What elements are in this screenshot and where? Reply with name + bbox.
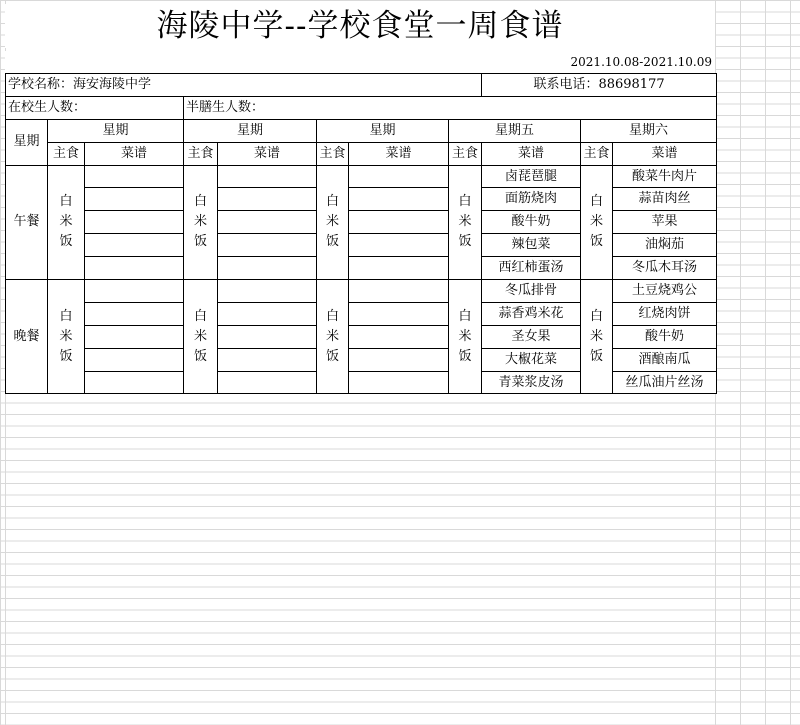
recipe-cell[interactable]: 酸牛奶 [613,325,717,348]
staple-cell[interactable] [317,280,349,394]
staple-char: 白 [325,308,339,324]
staple-char: 米 [59,214,73,230]
day-header[interactable]: 星期 [184,119,317,142]
page-title: 海陵中学--学校食堂一周食谱 [5,4,715,48]
student-count-row [6,96,717,119]
recipe-cell[interactable]: 冬瓜木耳汤 [613,257,717,280]
recipe-cell[interactable]: 青菜浆皮汤 [482,371,581,394]
half-board-cell[interactable]: 半膳生人数： [184,96,717,119]
staple-char: 饭 [590,234,604,250]
recipe-cell[interactable]: 面筋烧肉 [482,188,581,211]
recipe-cell[interactable]: 西红柿蛋汤 [482,257,581,280]
recipe-cell[interactable]: 酒酿南瓜 [613,348,717,371]
staple-header[interactable]: 主食 [317,142,349,165]
staple-char: 白 [59,308,73,324]
staple-char: 米 [193,214,207,230]
date-range-text: 2021.10.08-2021.10.09 [570,55,712,69]
recipe-cell[interactable] [218,371,317,394]
menu-table [5,73,717,394]
phone-text: 联系电话：88698177 [533,76,665,92]
weekday-header[interactable]: 星期 [6,119,48,165]
staple-char: 白 [458,308,472,324]
staple-char: 饭 [193,234,207,250]
recipe-cell[interactable]: 蒜香鸡米花 [482,302,581,325]
recipe-cell[interactable] [349,325,449,348]
staple-header[interactable]: 主食 [184,142,218,165]
recipe-header[interactable]: 菜谱 [613,142,717,165]
staple-char: 米 [458,214,472,230]
day-header-row [6,119,717,142]
recipe-cell[interactable] [218,325,317,348]
recipe-cell[interactable] [85,257,184,280]
day-header[interactable]: 星期六 [581,119,717,142]
recipe-cell[interactable]: 苹果 [613,211,717,234]
recipe-cell[interactable]: 蒜苗肉丝 [613,188,717,211]
recipe-cell[interactable]: 土豆烧鸡公 [613,280,717,303]
staple-char: 白 [59,194,73,210]
staple-cell[interactable] [48,280,85,394]
meal-label-dinner[interactable]: 晚餐 [6,280,48,394]
recipe-cell[interactable] [85,165,184,188]
recipe-cell[interactable] [85,371,184,394]
recipe-cell[interactable]: 圣女果 [482,325,581,348]
day-header[interactable]: 星期 [48,119,184,142]
recipe-cell[interactable] [218,188,317,211]
recipe-header[interactable]: 菜谱 [85,142,184,165]
recipe-cell[interactable]: 卤琵琶腿 [482,165,581,188]
recipe-cell[interactable]: 辣包菜 [482,234,581,257]
staple-cell[interactable] [581,165,613,279]
recipe-cell[interactable] [218,302,317,325]
recipe-cell[interactable]: 丝瓜油片丝汤 [613,371,717,394]
staple-char: 饭 [59,348,73,364]
staple-char: 白 [590,194,604,210]
meal-label-lunch[interactable]: 午餐 [6,165,48,279]
students-cell[interactable]: 在校生人数： [6,96,184,119]
recipe-header[interactable]: 菜谱 [482,142,581,165]
recipe-cell[interactable] [349,188,449,211]
staple-cell[interactable] [449,280,482,394]
recipe-cell[interactable] [218,234,317,257]
recipe-cell[interactable] [85,188,184,211]
staple-char: 米 [590,214,604,230]
staple-char: 饭 [325,348,339,364]
staple-char: 饭 [325,234,339,250]
dinner-row [6,280,717,303]
school-info-row [6,74,717,97]
staple-char: 饭 [590,348,604,364]
sub-header-row [6,142,717,165]
staple-char: 饭 [193,348,207,364]
staple-char: 白 [193,308,207,324]
recipe-cell[interactable] [218,165,317,188]
staple-char: 白 [193,194,207,210]
recipe-cell[interactable] [85,280,184,303]
recipe-cell[interactable]: 冬瓜排骨 [482,280,581,303]
school-name-cell[interactable]: 学校名称：海安海陵中学 [6,74,482,97]
day-header[interactable]: 星期五 [449,119,581,142]
recipe-header[interactable]: 菜谱 [218,142,317,165]
staple-cell[interactable] [317,165,349,279]
staple-char: 饭 [59,234,73,250]
recipe-cell[interactable] [85,211,184,234]
staple-char: 米 [590,328,604,344]
staple-char: 饭 [458,348,472,364]
recipe-cell[interactable] [349,234,449,257]
recipe-cell[interactable] [85,302,184,325]
phone-cell[interactable] [482,74,717,97]
recipe-cell[interactable]: 酸牛奶 [482,211,581,234]
lunch-row [6,165,717,188]
staple-cell[interactable] [581,280,613,394]
staple-char: 白 [458,194,472,210]
staple-cell[interactable] [48,165,85,279]
date-range [5,51,715,73]
recipe-cell[interactable] [218,280,317,303]
recipe-cell[interactable] [349,302,449,325]
staple-char: 米 [458,328,472,344]
staple-header[interactable]: 主食 [449,142,482,165]
staple-char: 米 [325,214,339,230]
staple-header[interactable]: 主食 [48,142,85,165]
staple-char: 白 [325,194,339,210]
recipe-header[interactable]: 菜谱 [349,142,449,165]
staple-cell[interactable] [449,165,482,279]
recipe-cell[interactable]: 红烧肉饼 [613,302,717,325]
staple-char: 米 [325,328,339,344]
staple-cell[interactable] [184,165,218,279]
recipe-cell[interactable] [349,371,449,394]
recipe-cell[interactable] [349,280,449,303]
staple-char: 白 [590,308,604,324]
recipe-cell[interactable] [85,325,184,348]
recipe-cell[interactable]: 大椒花菜 [482,348,581,371]
day-header[interactable]: 星期 [317,119,449,142]
recipe-cell[interactable] [349,257,449,280]
staple-char: 米 [193,328,207,344]
staple-cell[interactable] [184,280,218,394]
recipe-cell[interactable] [349,165,449,188]
recipe-cell[interactable] [85,234,184,257]
staple-header[interactable]: 主食 [581,142,613,165]
recipe-cell[interactable] [349,211,449,234]
recipe-cell[interactable] [349,348,449,371]
staple-char: 饭 [458,234,472,250]
recipe-cell[interactable]: 油焖茄 [613,234,717,257]
recipe-cell[interactable] [85,348,184,371]
recipe-cell[interactable] [218,211,317,234]
recipe-cell[interactable]: 酸菜牛肉片 [613,165,717,188]
staple-char: 米 [59,328,73,344]
recipe-cell[interactable] [218,257,317,280]
recipe-cell[interactable] [218,348,317,371]
